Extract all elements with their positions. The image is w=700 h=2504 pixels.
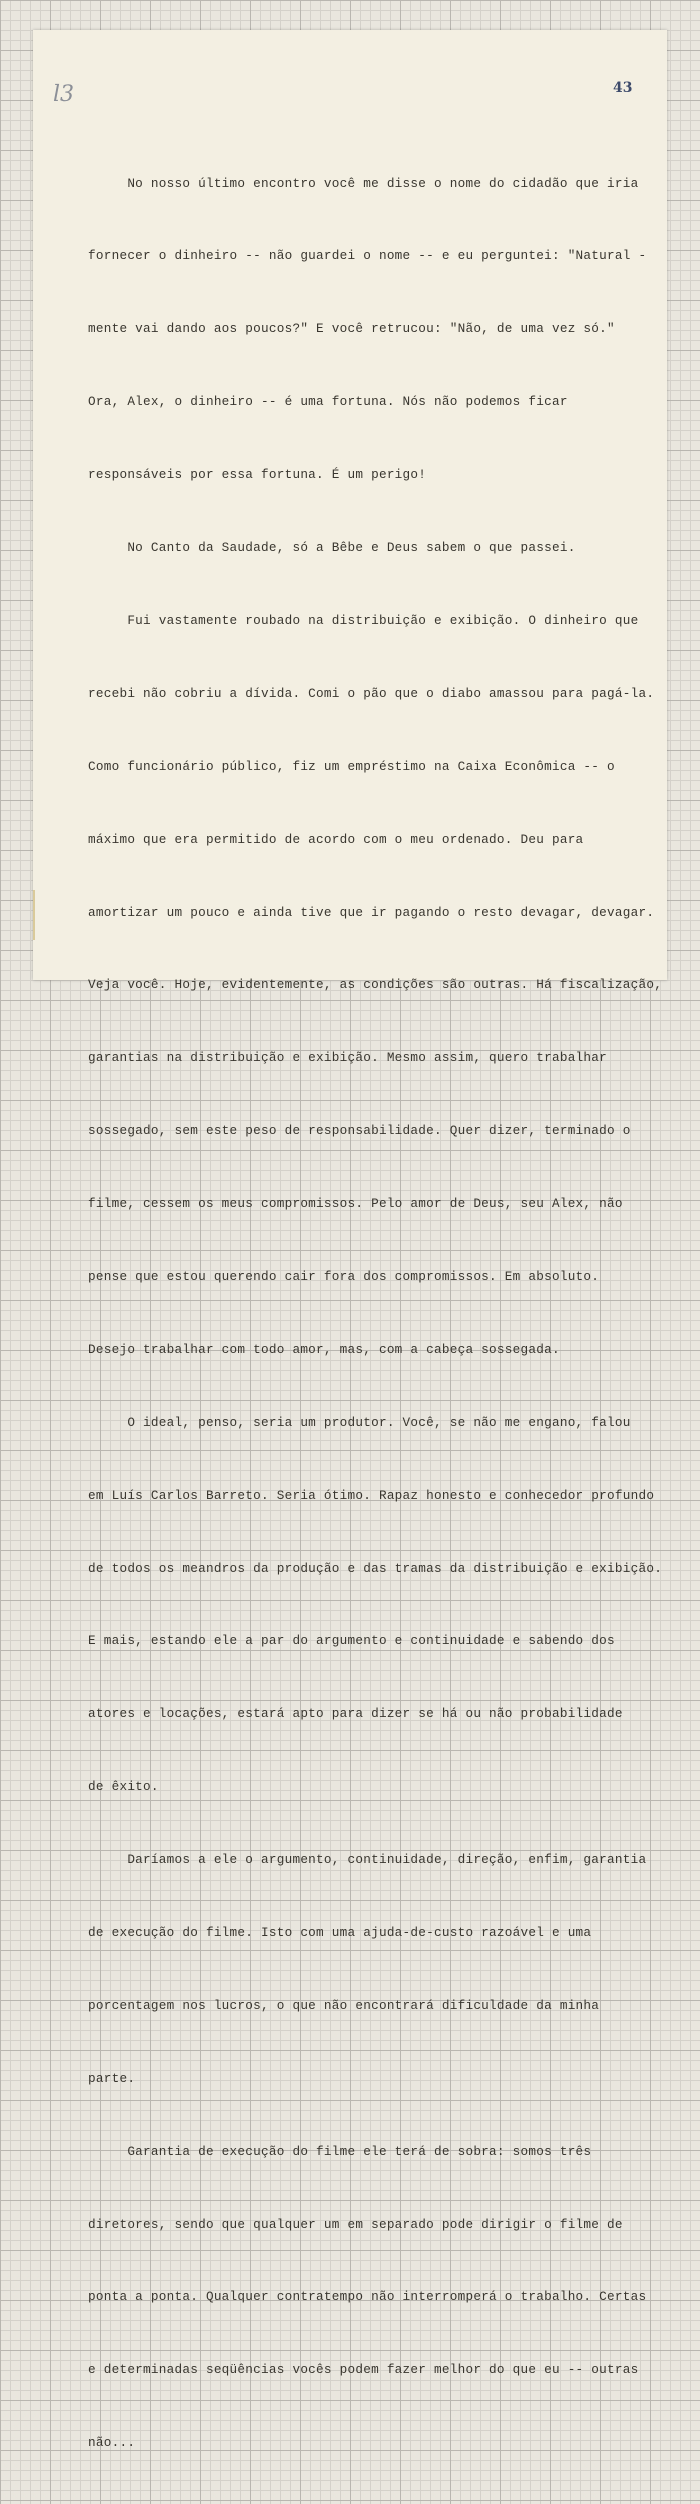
text-line: E mais, estando ele a par do argumento e continuidade e sabendo dos: [88, 1633, 615, 1649]
text-line: mente vai dando aos poucos?" E você retrucou: "Não, de uma vez só.": [88, 321, 615, 337]
text-line: ponta a ponta. Qualquer contratempo não interromperá o trabalho. Certas: [88, 2289, 647, 2305]
text-line: Fui vastamente roubado na distribuição e exibição. O dinheiro que: [88, 612, 639, 628]
text-line: O ideal, penso, seria um produtor. Você, se não me engano, falou: [88, 1414, 631, 1430]
text-line: Daríamos a ele o argumento, continuidade, direção, enfim, garantia: [88, 1852, 647, 1868]
text-line: parte.: [88, 2070, 136, 2086]
letter-body: [88, 123, 663, 2504]
text-line: filme, cessem os meus compromissos. Pelo amor de Deus, seu Alex, não: [88, 1196, 623, 1212]
text-line: Ora, Alex, o dinheiro -- é uma fortuna. Nós não podemos ficar: [88, 394, 568, 410]
page-number: 43: [613, 80, 633, 96]
text-line: pense que estou querendo cair fora dos compromissos. Em absoluto.: [88, 1268, 600, 1284]
handwritten-margin-note: l3: [53, 82, 75, 107]
text-line: diretores, sendo que qualquer um em separado pode dirigir o filme de: [88, 2216, 623, 2232]
text-line: e determinadas seqüências vocês podem fazer melhor do que eu -- outras: [88, 2362, 639, 2378]
typewritten-page: [33, 30, 667, 2451]
text-line: fornecer o dinheiro -- não guardei o nome -- e eu perguntei: "Natural -: [88, 248, 647, 264]
text-line: responsáveis por essa fortuna. É um perigo!: [88, 467, 427, 483]
text-line: No Canto da Saudade, só a Bêbe e Deus sabem o que passei.: [88, 540, 576, 556]
text-line: atores e locações, estará apto para dizer se há ou não probabilidade: [88, 1706, 623, 1722]
text-line: recebi não cobriu a dívida. Comi o pão que o diabo amassou para pagá-la.: [88, 685, 655, 701]
text-line: em Luís Carlos Barreto. Seria ótimo. Rapaz honesto e conhecedor profundo: [88, 1487, 655, 1503]
text-line: de êxito.: [88, 1779, 159, 1795]
text-line: No nosso último encontro você me disse o nome do cidadão que iria: [88, 175, 639, 191]
text-line: sossegado, sem este peso de responsabilidade. Quer dizer, terminado o: [88, 1123, 631, 1139]
text-line: Veja você. Hoje, evidentemente, as condições são outras. Há fiscalização,: [88, 977, 663, 993]
text-line: de todos os meandros da produção e das tramas da distribuição e exibição.: [88, 1560, 663, 1576]
text-line: Como funcionário público, fiz um empréstimo na Caixa Econômica -- o: [88, 758, 615, 774]
text-line: amortizar um pouco e ainda tive que ir pagando o resto devagar, devagar.: [88, 904, 655, 920]
text-line: Garantia de execução do filme ele terá de sobra: somos três: [88, 2143, 592, 2159]
text-line: máximo que era permitido de acordo com o meu ordenado. Deu para: [88, 831, 584, 847]
text-line: garantias na distribuição e exibição. Mesmo assim, quero trabalhar: [88, 1050, 608, 1066]
text-line: de execução do filme. Isto com uma ajuda-de-custo razoável e uma: [88, 1924, 592, 1940]
text-line: Desejo trabalhar com todo amor, mas, com a cabeça sossegada.: [88, 1341, 560, 1357]
margin-mark: [33, 890, 43, 940]
text-line: porcentagem nos lucros, o que não encontrará dificuldade da minha: [88, 1997, 600, 2013]
text-line: não...: [88, 2435, 136, 2451]
